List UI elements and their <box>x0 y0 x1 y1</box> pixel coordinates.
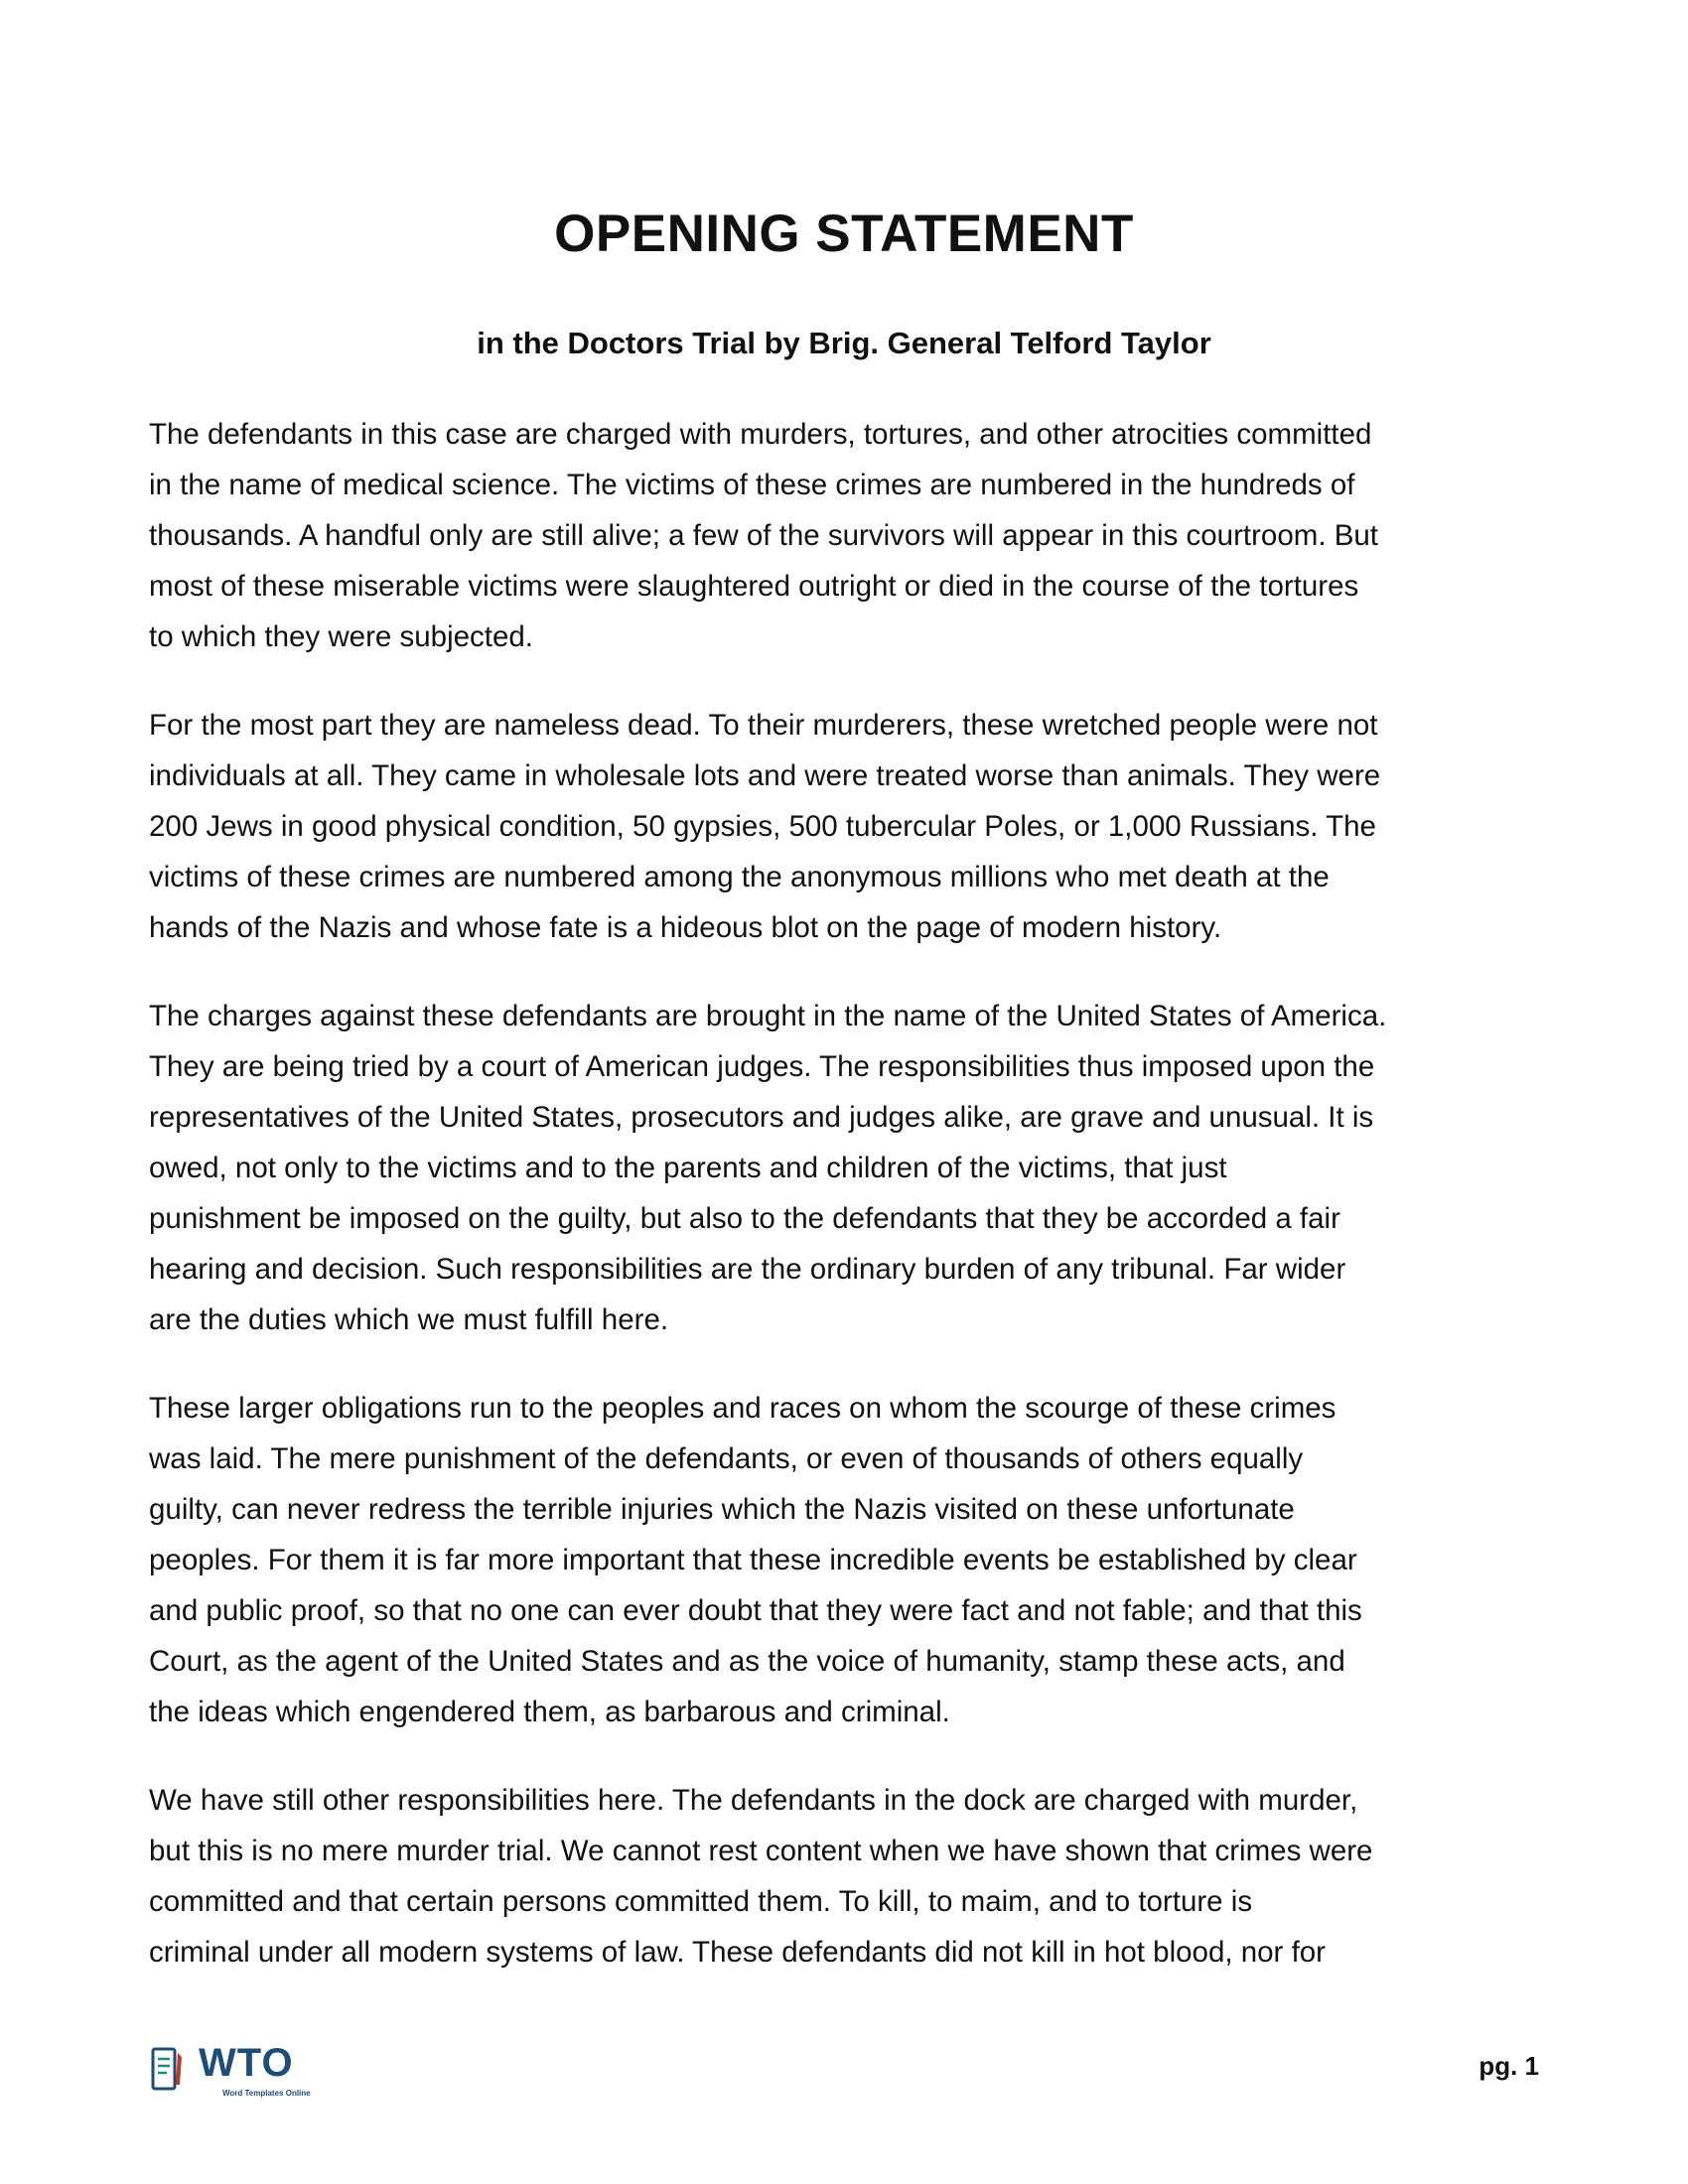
document-body <box>149 409 1544 2015</box>
text-line: guilty, can never redress the terrible injuries which the Nazis visited on these unfortunate <box>149 1493 1295 1526</box>
text-line: committed and that certain persons committed them. To kill, to maim, and to torture is <box>149 1885 1253 1918</box>
page-subtitle: in the Doctors Trial by Brig. General Telford Taylor <box>477 326 1211 360</box>
text-line: thousands. A handful only are still alive; a few of the survivors will appear in this courtroom. But <box>149 519 1378 552</box>
paragraph-5 <box>149 1775 1544 1978</box>
page-number: pg. 1 <box>1478 2051 1539 2081</box>
text-line: We have still other responsibilities here. The defendants in the dock are charged with murder, <box>149 1784 1358 1817</box>
text-line: victims of these crimes are numbered among the anonymous millions who met death at the <box>149 861 1330 893</box>
paragraph-1 <box>149 409 1544 662</box>
text-line: They are being tried by a court of American judges. The responsibilities thus imposed upon the <box>149 1050 1375 1083</box>
paragraph-4 <box>149 1383 1544 1737</box>
text-line: The charges against these defendants are brought in the name of the United States of America. <box>149 1000 1387 1032</box>
text-line: was laid. The mere punishment of the defendants, or even of thousands of others equally <box>149 1442 1304 1475</box>
wto-logo <box>151 2043 330 2105</box>
text-line: These larger obligations run to the peoples and races on whom the scourge of these crimes <box>149 1392 1336 1425</box>
text-line: Court, as the agent of the United States and as the voice of humanity, stamp these acts, and <box>149 1645 1345 1678</box>
text-line: representatives of the United States, prosecutors and judges alike, are grave and unusual. It is <box>149 1101 1374 1134</box>
text-line: but this is no mere murder trial. We cannot rest content when we have shown that crimes were <box>149 1835 1373 1867</box>
text-line: punishment be imposed on the guilty, but also to the defendants that they be accorded a fair <box>149 1202 1340 1235</box>
text-line: criminal under all modern systems of law. These defendants did not kill in hot blood, nor for <box>149 1936 1326 1969</box>
text-line: to which they were subjected. <box>149 620 533 653</box>
text-line: hands of the Nazis and whose fate is a hideous blot on the page of modern history. <box>149 911 1222 944</box>
text-line: For the most part they are nameless dead. To their murderers, these wretched people were not <box>149 709 1378 742</box>
text-line: individuals at all. They came in wholesale lots and were treated worse than animals. They were <box>149 759 1381 792</box>
text-line: are the duties which we must fulfill here. <box>149 1303 669 1336</box>
text-line: peoples. For them it is far more important that these incredible events be established by clear <box>149 1544 1357 1576</box>
logo-subtext: Word Templates Online <box>222 2089 311 2098</box>
text-line: The defendants in this case are charged with murders, tortures, and other atrocities committed <box>149 418 1372 451</box>
text-line: most of these miserable victims were slaughtered outright or died in the course of the tortures <box>149 570 1359 603</box>
paragraph-3 <box>149 991 1544 1345</box>
paragraph-2 <box>149 700 1544 953</box>
text-line: 200 Jews in good physical condition, 50 gypsies, 500 tubercular Poles, or 1,000 Russians. The <box>149 810 1376 843</box>
text-line: owed, not only to the victims and to the parents and children of the victims, that just <box>149 1152 1227 1184</box>
text-line: in the name of medical science. The victims of these crimes are numbered in the hundreds of <box>149 469 1355 501</box>
text-line: the ideas which engendered them, as barbarous and criminal. <box>149 1696 950 1728</box>
logo-text: WTO <box>199 2041 294 2085</box>
page-title: OPENING STATEMENT <box>554 205 1134 263</box>
text-line: and public proof, so that no one can ever doubt that they were fact and not fable; and that this <box>149 1594 1362 1627</box>
text-line: hearing and decision. Such responsibilities are the ordinary burden of any tribunal. Far wider <box>149 1253 1346 1286</box>
document-icon <box>151 2045 183 2095</box>
